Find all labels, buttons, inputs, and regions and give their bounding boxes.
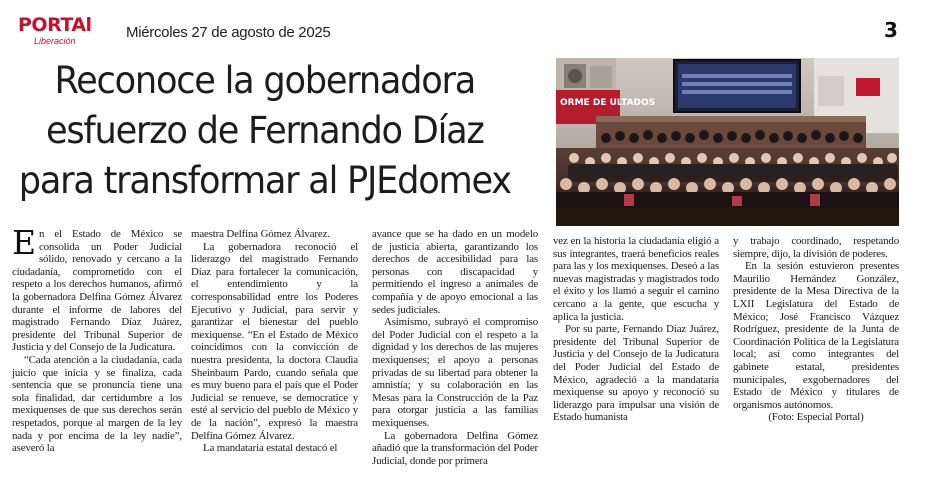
article-column-1 bbox=[12, 223, 182, 455]
drop-cap: E bbox=[12, 223, 36, 262]
headline-line-2: esfuerzo de Fernando Díaz bbox=[45, 109, 484, 152]
paragraph: Asimismo, subrayó el compromiso del Poder Judicial con el respeto a la dignidad y los derechos de las mujeres mexiquenses; el apoyo a personas privadas de su libertad para obtener la amnistía; y su colaboración en las Mesas para la Construcción de la Paz para otorgar justicia a las familias mexiquenses. bbox=[372, 316, 538, 429]
event-photo bbox=[556, 58, 899, 226]
headline-line-3: para transformar al PJEdomex bbox=[18, 159, 511, 202]
article-headline bbox=[14, 56, 516, 216]
article-column-5 bbox=[733, 235, 899, 424]
paragraph: avance que se ha dado en un modelo de justicia abierta, garantizando los derechos de accesibilidad para las personas con discapacidad y permitiendo el ingreso a animales de compañía y de apoyo emocional a las sedes judiciales. bbox=[372, 228, 538, 316]
headline-line-1: Reconoce la gobernadora bbox=[54, 59, 476, 102]
paragraph: maestra Delfina Gómez Álvarez. bbox=[191, 228, 330, 240]
paragraph: y trabajo coordinado, respetando siempre, dijo, la división de poderes. bbox=[733, 235, 899, 260]
article-column-3 bbox=[372, 228, 538, 467]
newspaper-logo bbox=[18, 14, 94, 46]
issue-date: Miércoles 27 de agosto de 2025 bbox=[126, 24, 331, 41]
paragraph: La gobernadora reconoció el liderazgo del magistrado Fernando Díaz para fortalecer la comunicación, el entendimiento y la corresponsabilidad entre los Poderes Ejecutivo y Judicial, para servir y garantizar el bienestar del pueblo mexiquense. “En el Estado de México coincidimos con la convicción de nuestra presidenta, la doctora Claudia Sheinbaum Pardo, cuando señala que es muy bueno para el país que el Poder Judicial se renueve, se democratice y esté al servicio del pueblo de México y de la nación”, expresó la maestra Delfina Gómez Álvarez. bbox=[191, 240, 358, 442]
photo-credit: (Foto: Especial Portal) bbox=[768, 411, 864, 424]
logo-sub-text: Liberación bbox=[34, 36, 76, 46]
paragraph: La gobernadora Delfina Gómez añadió que la transformación del Poder Judicial, donde por primera bbox=[372, 429, 538, 467]
page-number: 3 bbox=[884, 18, 898, 42]
article-column-4 bbox=[553, 235, 719, 424]
paragraph: “Cada atención a la ciudadanía, cada juicio que inicia y se finaliza, cada sentencia que se pronuncia tiene una sola finalidad, dar certidumbre a los mexiquenses de que sus derechos serán respetados, porque al margen de la ley nada y por encima de la ley nadie”, aseveró la bbox=[12, 353, 182, 455]
paragraph bbox=[12, 223, 182, 354]
paragraph: En la sesión estuvieron presentes Maurilio Hernández González, presidente de la Mesa Directiva de la LXII Legislatura del Estado de México; José Francisco Vázquez Rodríguez, presidente de la Junta de Coordinación Política de la Legislatura local; así como integrantes del gabinete estatal, presidentes municipales, exgobernadores del Estado de México y titulares de organismos autónomos. bbox=[733, 260, 899, 411]
logo-main-text: PORTAl bbox=[18, 14, 92, 36]
legislative-session-photo bbox=[556, 58, 899, 226]
banner-text: ORME DE ULTADOS bbox=[560, 98, 656, 108]
paragraph-text: n el Estado de México se consolida un Poder Judicial sólido, renovado y cercano a la ciudadanía, comprometido con el respeto a los derechos humanos, afirmó la gobernadora Delfina Gómez Álvarez durante el informe de labores del magistrado Fernando Díaz Juárez, presidente del Tribunal Superior de Justicia y del Consejo de la Judicatura. bbox=[12, 228, 182, 354]
article-column-2 bbox=[191, 228, 358, 455]
paragraph: Por su parte, Fernando Díaz Juárez, presidente del Tribunal Superior de Justicia y del Consejo de la Judicatura del Poder Judicial del Estado de México, agradeció a la mandataria mexiquense su apoyo y reconoció su liderazgo para impulsar una visión de Estado humanista bbox=[553, 323, 719, 424]
paragraph: vez en la historia la ciudadanía eligió a sus integrantes, traerá beneficios reales para las y los mexiquenses. Deseó a las nuevas magistradas y magistrados todo el éxito y los llamó a seguir el camino cercano a la gente, que escucha y aplica la justicia. bbox=[553, 235, 719, 323]
paragraph: La mandataria estatal destacó el bbox=[203, 442, 338, 455]
